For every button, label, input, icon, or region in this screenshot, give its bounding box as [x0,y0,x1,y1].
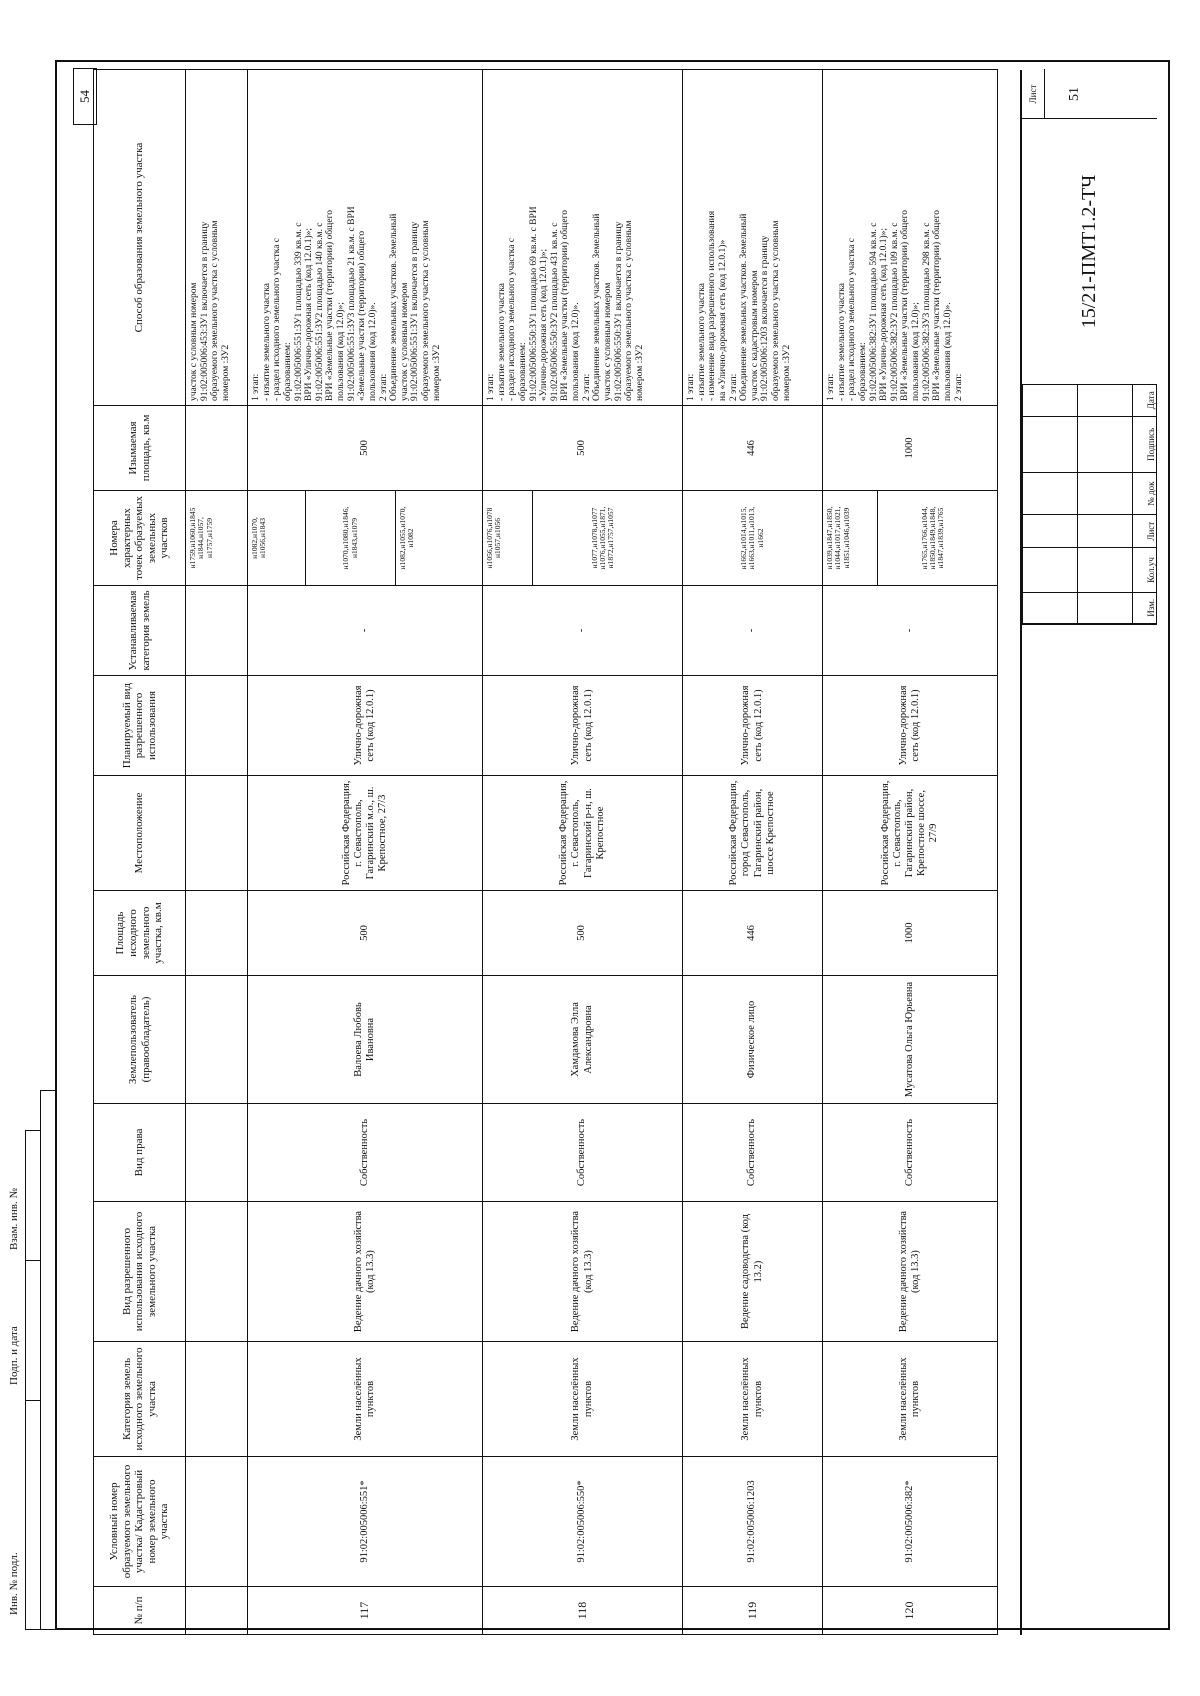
col-list: Лист [1133,515,1157,548]
cadastral-number: 91:02:005006:551* [248,1457,483,1587]
points-cell: н1039,н1847,н1850, н1044,н1017,н1021, н1851,н1046,н1039 н1765,н1766,н1044, н1850,н1849,н1848, н1847,н1839,н1765 [823,491,998,586]
permitted-use: Ведение дачного хозяйства (код 13.3) [248,1202,483,1342]
new-category: - [483,586,683,676]
area: 500 [483,891,683,976]
row-number: 120 [823,1587,998,1635]
new-category: - [823,586,998,676]
land-category: Земли населённых пунктов [823,1342,998,1457]
header-cell: Вид разрешенного использования исходного земельного участка [94,1202,186,1342]
col-ndok: № док [1133,473,1157,515]
right-type: Собственность [823,1104,998,1202]
sheet-value: 51 [1067,87,1082,101]
table-row [823,70,998,1635]
location: Российская Федерация, город Севастополь, Гагаринский район, шоссе Крепостное [683,776,823,891]
seized-area: 1000 [823,406,998,491]
owner: Физическое лицо [683,976,823,1104]
table-header-row [94,70,186,1635]
table-row [483,70,683,1635]
revision-columns [1022,384,1157,624]
planned-use: Улично-дорожная сеть (код 12.0.1) [248,676,483,776]
header-cell: № п/п [94,1587,186,1635]
land-category: Земли населённых пунктов [683,1342,823,1457]
method-cell: 1 этап: - изъятие земельного участка - раздел исходного земельного участка с образованием: 91:02:005006:551:ЗУ1 площадью 339 кв.м. с ВРИ «Улично-дорожная сеть (код 12.0.1)»; 91:02:005006:551:ЗУ2 площадью 140 кв.м. с ВРИ «Земельные участки (территории) общего пользования (код 12.0)»; 91:02:005006:551:ЗУ3 площадью 21 кв.м. с ВРИ «Земельные участки (территории) общего пользования (код 12.0)». 2 этап: Объединение земельных участков. Земельный участок с условным номером 91:02:005006:551:ЗУ1 включается в границу образуемого земельного участка с условным номером :ЗУ2 [248,70,483,406]
header-cell: Условный номер образуемого земельного участка/ Кадастровый номер земельного участка [94,1457,186,1587]
owner: Мусатова Ольга Юрьевна [823,976,998,1104]
page-number: 54 [73,68,97,125]
seized-area: 500 [248,406,483,491]
header-cell: Категория земель исходного земельного участка [94,1342,186,1457]
permitted-use: Ведение дачного хозяйства (код 13.3) [823,1202,998,1342]
land-plots-table [93,69,998,1635]
row-number: 117 [248,1587,483,1635]
location: Российская Федерация, г. Севастополь, Гагаринский район, Крепостное шоссе, 27/9 [823,776,998,891]
right-type: Собственность [248,1104,483,1202]
col-data: Дата [1133,385,1157,417]
label-inv: Инв. № подл. [8,1552,20,1615]
right-type: Собственность [683,1104,823,1202]
points-cell: н1662,н1014,н1015, н1663,н1011,н1013, н1662 [683,491,823,586]
table-row [683,70,823,1635]
rotated-content [75,70,1155,1635]
row-number: 119 [683,1587,823,1635]
land-category: Земли населённых пунктов [483,1342,683,1457]
area: 446 [683,891,823,976]
seized-area: 500 [483,406,683,491]
points-cell: н1082,н1070, н1056,н1843 н1070,н1080,н1846, н1843,н1079 н1082,н1055,н1070, н1082 [248,491,483,586]
method-cell: 1 этап: - изъятие земельного участка - раздел исходного земельного участка с образованием: 91:02:005006:382:ЗУ1 площадью 594 кв.м. с ВРИ «Улично-дорожная сеть (код 12.0.1)»; 91:02:005006:382:ЗУ2 площадью 109 кв.м. с ВРИ «Земельные участки (территории) общего пользования (код 12.0)»; 91:02:005006:382:ЗУ3 площадью 298 кв.м. с ВРИ «Земельные участки (территории) общего пользования (код 12.0)». 2 этап: [823,70,998,406]
planned-use: Улично-дорожная сеть (код 12.0.1) [483,676,683,776]
row-number: 118 [483,1587,683,1635]
new-category: - [248,586,483,676]
header-cell: Вид права [94,1104,186,1202]
col-koluch: Кол.уч [1133,548,1157,592]
col-izm: Изм. [1133,592,1157,623]
method-cell: участок с условным номером 91:02:005006:453:ЗУ1 включается в границу образуемого земельного участка с условным номером :ЗУ2 [186,70,248,406]
points-cell: н1056,н1076,н1078 н1057,н1056 н1077,н1078,н1077 н1076,н1055,н1871, н1872,н1757,н1057 [483,491,683,586]
location: Российская Федерация, г. Севастополь, Гагаринский р-н, ш. Крепостное [483,776,683,891]
permitted-use: Ведение садоводства (код 13.2) [683,1202,823,1342]
header-cell: Площадь исходного земельного участка, кв.м [94,891,186,976]
owner: Хамдамова Элла Александровна [483,976,683,1104]
header-cell: Землепользователь (правообладатель) [94,976,186,1104]
document-code: 15/21-ПМТ1.2-ТЧ [1022,118,1157,384]
sheet-label: Лист [1022,69,1045,119]
owner: Валоева Любовь Ивановна [248,976,483,1104]
method-cell: 1 этап: - изъятие земельного участка - изменение вида разрешенного использования на «Улично-дорожная сеть (код 12.0.1)» 2 этап: Объединение земельных участков. Земельный участок с кадастровым номером 91:02:005006:1203 включается в границу образуемого земельного участка с условным номером :ЗУ2 [683,70,823,406]
planned-use: Улично-дорожная сеть (код 12.0.1) [823,676,998,776]
cadastral-number: 91:02:005006:1203 [683,1457,823,1587]
method-cell: 1 этап: - изъятие земельного участка - раздел исходного земельного участка с образованием: 91:02:005006:550:ЗУ1 площадью 69 кв.м. с ВРИ «Улично-дорожная сеть (код 12.0.1)»; 91:02:005006:550:ЗУ2 площадью 431 кв.м. с ВРИ «Земельные участки (территории) общего пользования (код 12.0)». 2 этап: Объединение земельных участков. Земельный участок с условным номером 91:02:005006:550:ЗУ1 включается в границу образуемого земельного участка с условным номером :ЗУ2 [483,70,683,406]
cadastral-number: 91:02:005006:550* [483,1457,683,1587]
header-cell: Местоположение [94,776,186,891]
side-stamp-labels [0,1000,55,1630]
header-cell: Номера характерных точек образуемых земельных участков [94,491,186,586]
area: 1000 [823,891,998,976]
area: 500 [248,891,483,976]
seized-area: 446 [683,406,823,491]
table-row [248,70,483,1635]
points-cell: н1759,н1060,н1845 н1844,н1057, н1757,н1759 [186,491,248,586]
land-category: Земли населённых пунктов [248,1342,483,1457]
title-block [1020,70,1157,1635]
location: Российская Федерация, г. Севастополь, Гагаринский м.о., ш. Крепостное, 27/3 [248,776,483,891]
table-row-continuation [186,70,248,1635]
planned-use: Улично-дорожная сеть (код 12.0.1) [683,676,823,776]
label-vzam: Взам. инв. № [8,1188,20,1250]
new-category: - [683,586,823,676]
title-block-grid [1022,69,1157,625]
permitted-use: Ведение дачного хозяйства (код 13.3) [483,1202,683,1342]
label-podp: Подп. и дата [8,1326,20,1385]
header-cell: Способ образования земельного участка [94,70,186,406]
header-cell: Устанавливаемая категория земель [94,586,186,676]
right-type: Собственность [483,1104,683,1202]
col-podpis: Подпись [1133,416,1157,473]
sheet-box [1022,69,1157,119]
header-cell: Изымаемая площадь, кв.м [94,406,186,491]
header-cell: Планируемый вид разрешенного использования [94,676,186,776]
cadastral-number: 91:02:005006:382* [823,1457,998,1587]
